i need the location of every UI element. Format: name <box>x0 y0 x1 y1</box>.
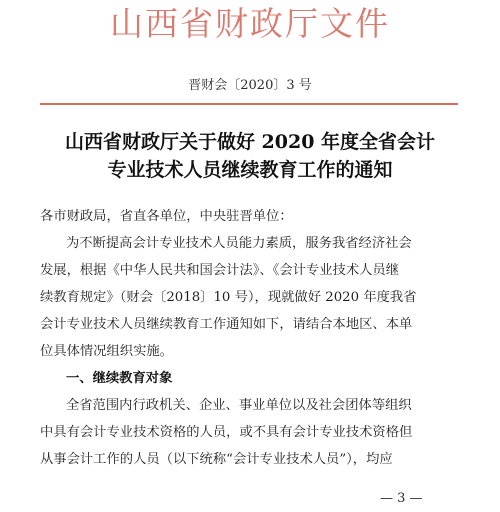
red-divider-line <box>40 103 458 105</box>
paragraph-section-1 <box>40 392 464 473</box>
paragraph-line: 发展，根据《中华人民共和国会计法》、《会计专业技术人员继 <box>40 263 400 278</box>
document-number: 晋财会〔2020〕3 号 <box>188 78 312 93</box>
paragraph-line: 从事会计工作的人员（以下统称“会计专业技术人员”），均应 <box>40 452 393 467</box>
paragraph-line: 续教育规定》（财会〔2018〕10 号），现就做好 2020 年度我省 <box>40 290 417 305</box>
paragraph-intro <box>40 230 464 365</box>
paragraph-line: 会计专业技术人员继续教育工作通知如下，请结合本地区、本单 <box>40 317 413 332</box>
paragraph-line: 位具体情况组织实施。 <box>40 344 173 359</box>
paragraph-line: 全省范围内行政机关、企业、事业单位以及社会团体等组织 <box>66 398 412 413</box>
paragraph-line: 为不断提高会计专业技术人员能力素质，服务我省经济社会 <box>66 236 412 251</box>
paragraph-line: 中具有会计专业技术资格的人员，或不具有会计专业技术资格但 <box>40 425 413 440</box>
page-number: — 3 — <box>380 491 423 506</box>
section-heading-1: 一、继续教育对象 <box>66 371 173 386</box>
notice-title-line-1: 山西省财政厅关于做好 2020 年度全省会计 <box>64 131 436 153</box>
salutation: 各市财政局，省直各单位，中央驻晋单位： <box>40 209 293 224</box>
notice-title-line-2: 专业技术人员继续教育工作的通知 <box>107 159 393 181</box>
notice-title <box>20 128 480 184</box>
issuer-header-title: 山西省财政厅文件 <box>110 4 390 43</box>
